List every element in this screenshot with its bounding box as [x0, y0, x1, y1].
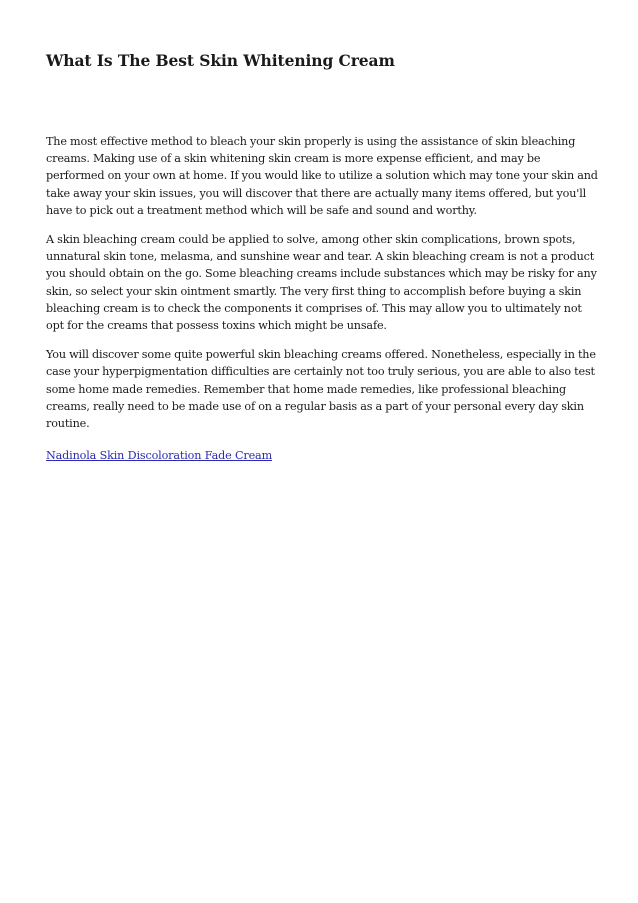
- paragraph-1: The most effective method to bleach your skin properly is using the assistance of skin bleaching creams. Making use of a skin whitening skin cream is more expense efficient, and may be performed on your own at home. If you would like to utilize a solution which may tone your skin and take away your skin issues, you will discover that there are actually many items offered, but you'll have to pick out a treatment method which will be safe and sound and worthy.: [46, 135, 598, 217]
- page-title: What Is The Best Skin Whitening Cream: [46, 51, 395, 70]
- paragraph-3: You will discover some quite powerful skin bleaching creams offered. Nonetheless, especially in the case your hyperpigmentation difficulties are certainly not too truly serious, you are able to also test some home made remedies. Remember that home made remedies, like professional bleaching creams, really need to be made use of on a regular basis as a part of your personal every day skin routine.: [46, 348, 596, 431]
- document-body: [46, 133, 598, 464]
- paragraph-2: A skin bleaching cream could be applied to solve, among other skin complications, brown spots, unnatural skin tone, melasma, and sunshine wear and tear. A skin bleaching cream is not a product you should obtain on the go. Some bleaching creams include substances which may be risky for any skin, so select your skin ointment smartly. The very first thing to accomplish before buying a skin bleaching cream is to check the components it comprises of. This may allow you to ultimately not opt for the creams that possess toxins which might be unsafe.: [46, 233, 597, 333]
- product-link[interactable]: Nadinola Skin Discoloration Fade Cream: [46, 449, 273, 463]
